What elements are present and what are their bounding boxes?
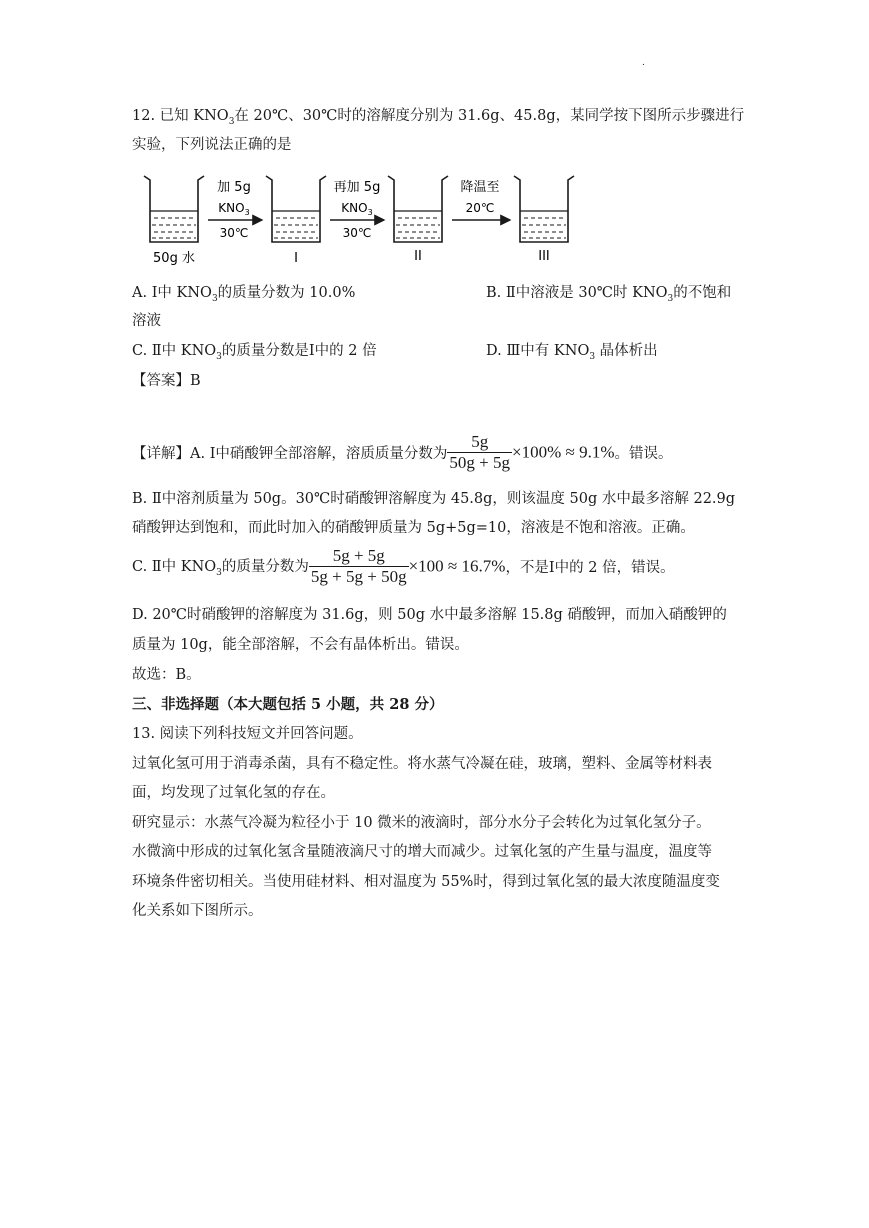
beaker-1-label: I	[294, 251, 298, 266]
step2-label-mid: $KNO_3$	[341, 201, 373, 217]
detail-c: C. Ⅱ中 $KNO_3$的质量分数为 $\frac{5g + 5g}{5g + 5g + 50g}$ ×100 ≈ 16.7%，不是Ⅰ中的 2 倍，错误。	[132, 546, 675, 586]
beaker-experiment-diagram	[138, 170, 583, 270]
detail-a: 【详解】A. Ⅰ中硝酸钾全部溶解，溶质质量分数为 $\frac{5g}{50g + 5g}$ ×100% ≈ 9.1%。错误。	[132, 432, 673, 472]
beaker-0	[144, 176, 204, 242]
detail-d-line2: 质量为 10g，能全部溶解，不会有晶体析出。错误。	[132, 637, 469, 653]
beaker-1	[266, 176, 326, 242]
beaker-3-label: III	[538, 249, 550, 264]
detail-d-line1: D. 20℃时硝酸钾的溶解度为 31.6g，则 50g 水中最多溶解 15.8g 硝酸钾，而加入硝酸钾的	[132, 607, 727, 623]
option-d: D. Ⅲ中有 $KNO_3$ 晶体析出	[486, 343, 658, 362]
step2-label-bot: 30℃	[342, 226, 372, 240]
section-heading: 三、非选择题（本大题包括 5 小题，共 28 分）	[132, 696, 444, 713]
q13-p2-line2: 水微滴中形成的过氧化氢含量随液滴尺寸的增大而减少。过氧化氢的产生量与温度，温度等	[132, 844, 712, 860]
step3-label-mid: 20℃	[465, 201, 495, 215]
option-c: C. Ⅱ中 $KNO_3$的质量分数是Ⅰ中的 2 倍	[132, 343, 377, 362]
page-dot: .	[642, 58, 645, 68]
step1-label-bot: 30℃	[219, 226, 249, 240]
choose: 故选：B。	[132, 667, 201, 683]
beaker-3	[514, 176, 574, 242]
detail-b-line2: 硝酸钾达到饱和，而此时加入的硝酸钾质量为 5g+5g=10，溶液是不饱和溶液。正确。	[132, 520, 695, 536]
q13-line1: 13. 阅读下列科技短文并回答问题。	[132, 726, 363, 742]
step3-label-top: 降温至	[460, 180, 500, 195]
q12-line1: 12. 已知 $KNO_3$在 20℃、30℃时的溶解度分别为 31.6g、45.8g，某同学按下图所示步骤进行	[132, 108, 745, 127]
step1-label-mid: $KNO_3$	[218, 201, 250, 217]
q13-p1-line1: 过氧化氢可用于消毒杀菌，具有不稳定性。将水蒸气冷凝在硅，玻璃，塑料、金属等材料表	[132, 756, 712, 772]
answer: 【答案】B	[132, 373, 201, 389]
q13-p2-line3: 环境条件密切相关。当使用硅材料、相对温度为 55%时，得到过氧化氢的最大浓度随温度变	[132, 874, 720, 890]
beaker-0-label: 50g 水	[153, 251, 195, 266]
step1-label-top: 加 5g	[217, 180, 251, 195]
beaker-2-label: II	[414, 249, 422, 264]
step2-label-top: 再加 5g	[333, 180, 381, 195]
option-b: B. Ⅱ中溶液是 30℃时 $KNO_3$的不饱和	[486, 285, 732, 304]
option-a: A. Ⅰ中 $KNO_3$的质量分数为 10.0%	[132, 285, 356, 304]
q13-p2-line4: 化关系如下图所示。	[132, 903, 263, 919]
detail-b-line1: B. Ⅱ中溶剂质量为 50g。30℃时硝酸钾溶解度为 45.8g，则该温度 50g 水中最多溶解 22.9g	[132, 491, 736, 507]
q13-p1-line2: 面，均发现了过氧化氢的存在。	[132, 785, 335, 801]
beaker-2	[388, 176, 448, 242]
q12-line2: 实验，下列说法正确的是	[132, 137, 292, 153]
fraction-c: $\frac{5g + 5g}{5g + 5g + 50g}$	[310, 546, 407, 586]
fraction-a: $\frac{5g}{50g + 5g}$	[449, 432, 511, 472]
option-b-cont: 溶液	[132, 313, 161, 329]
q13-p2-line1: 研究显示：水蒸气冷凝为粒径小于 10 微米的液滴时，部分水分子会转化为过氧化氢分子。	[132, 815, 711, 831]
